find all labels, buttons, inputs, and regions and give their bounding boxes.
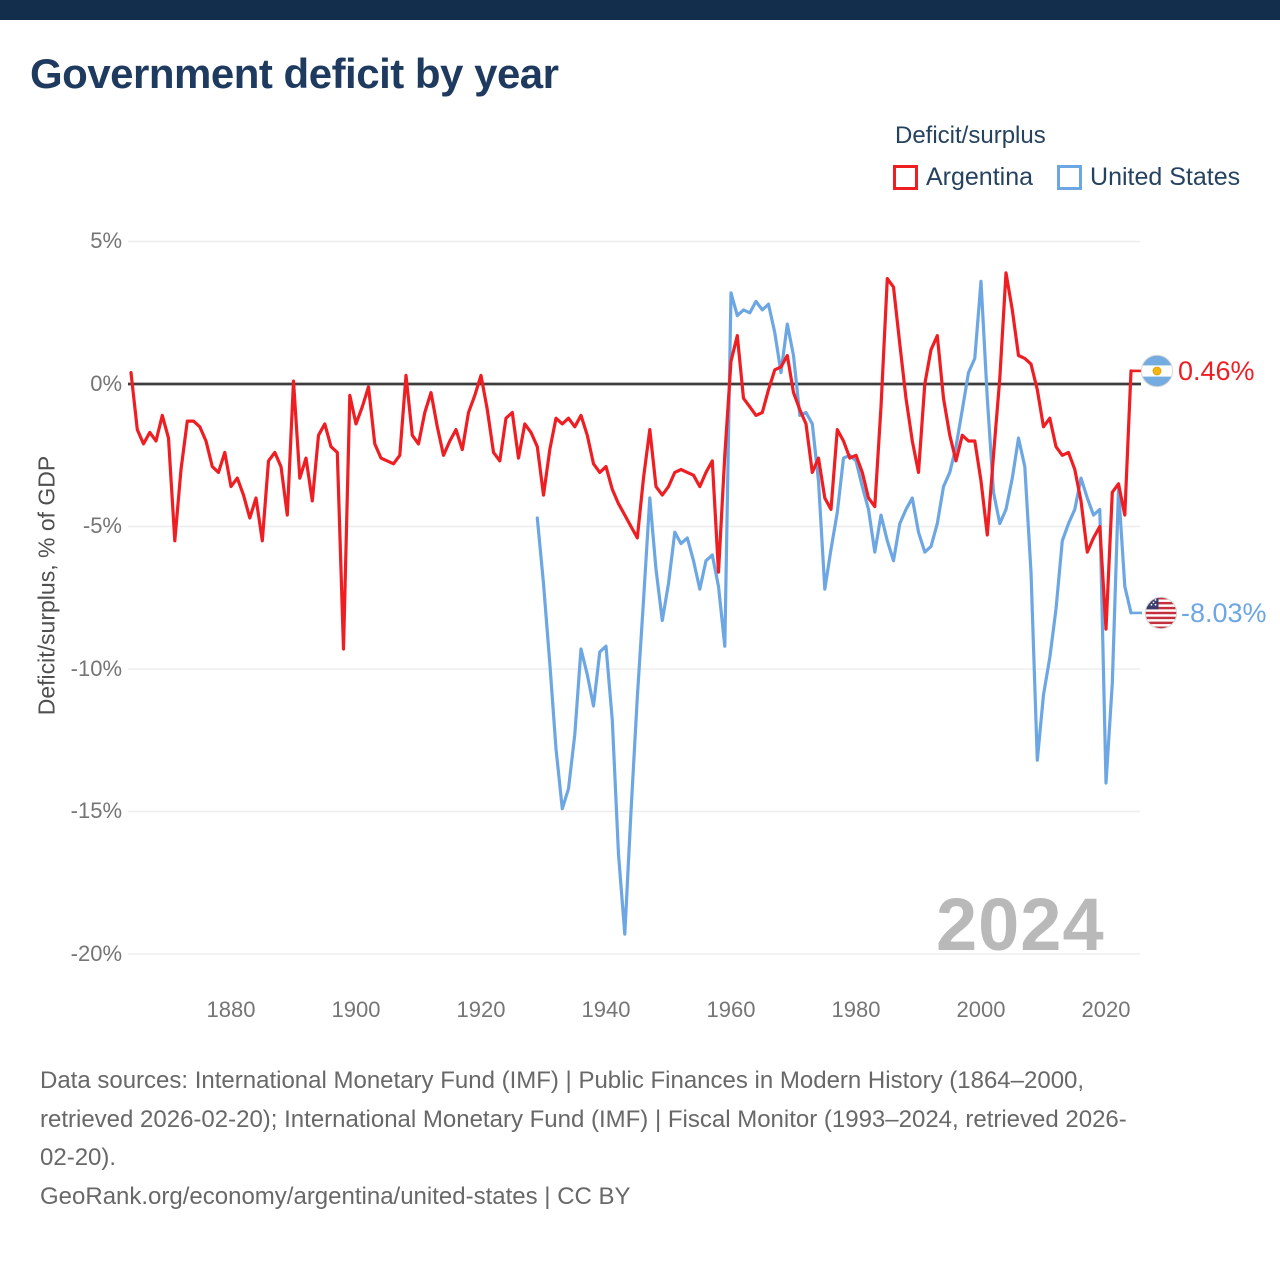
- legend-item-label: Argentina: [926, 163, 1034, 191]
- x-tick-label: 1880: [206, 997, 256, 1022]
- x-tick-label: 1940: [581, 997, 631, 1022]
- us-series-line[interactable]: [537, 281, 1131, 934]
- source-line: retrieved 2026-02-20); International Monetary Fund (IMF) | Fiscal Monitor (1993–2024, retrieved 2026-: [40, 1105, 1127, 1133]
- legend-item-label: United States: [1090, 163, 1241, 191]
- gridlines: [128, 242, 1140, 955]
- argentina-flag-icon: [1140, 354, 1174, 388]
- us-flag-icon: [1144, 596, 1178, 630]
- year-watermark: 2024: [936, 883, 1105, 966]
- x-tick-label: 2020: [1081, 997, 1131, 1022]
- data-sources-note: [40, 1062, 1127, 1216]
- x-tick-label: 1960: [706, 997, 756, 1022]
- source-line: Data sources: International Monetary Fund (IMF) | Public Finances in Modern History (1864–2000,: [40, 1067, 1085, 1094]
- y-tick-label: 5%: [90, 228, 122, 253]
- series-lines: [131, 273, 1142, 934]
- y-tick-label: -10%: [70, 656, 122, 681]
- x-tick-label: 2000: [956, 997, 1006, 1022]
- x-tick-label: 1900: [331, 997, 381, 1022]
- argentina-end-value-label: 0.46%: [1178, 356, 1255, 386]
- y-tick-label: -15%: [70, 798, 122, 823]
- georank-attribution-link[interactable]: GeoRank.org/economy/argentina/united-states | CC BY: [40, 1182, 631, 1210]
- y-tick-label: 0%: [90, 371, 122, 396]
- y-tick-label: -20%: [70, 941, 122, 966]
- legend-title: Deficit/surplus: [895, 122, 1046, 149]
- argentina-series-line[interactable]: [131, 273, 1131, 649]
- source-line: 02-20).: [40, 1144, 117, 1171]
- us-end-value-label: -8.03%: [1181, 598, 1267, 628]
- y-axis-title: Deficit/surplus, % of GDP: [33, 455, 60, 716]
- page-title: Government deficit by year: [30, 50, 559, 97]
- x-tick-label: 1920: [456, 997, 506, 1022]
- y-tick-label: -5%: [82, 513, 122, 538]
- x-tick-label: 1980: [831, 997, 881, 1022]
